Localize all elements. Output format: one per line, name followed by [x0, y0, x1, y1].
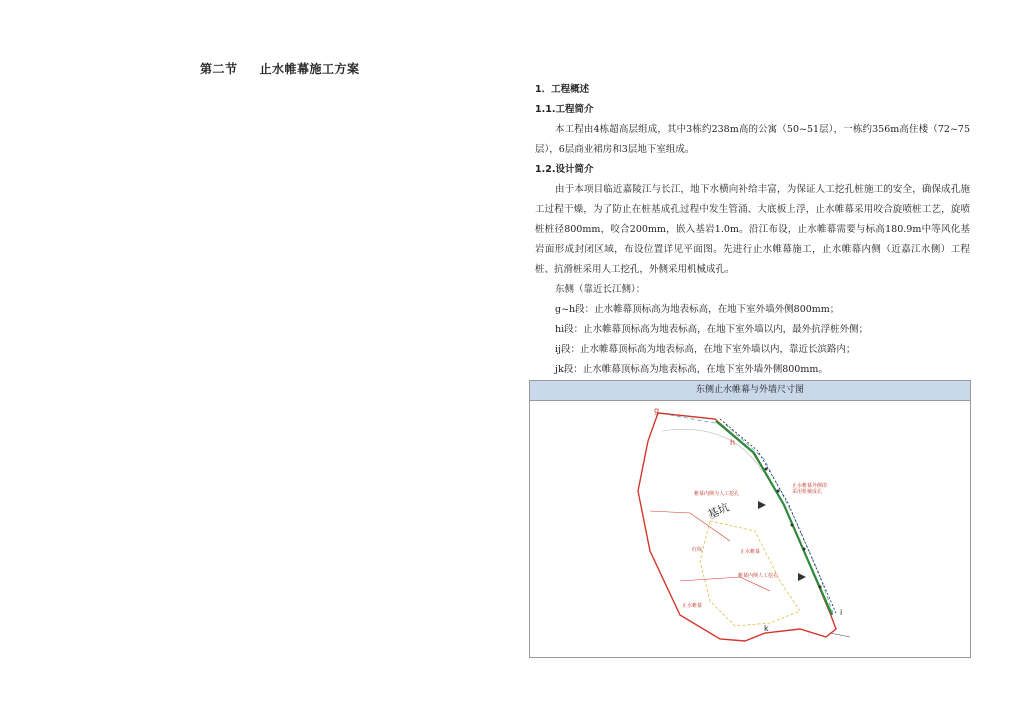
site-plan-figure	[529, 380, 971, 658]
inner-division-2	[680, 577, 770, 591]
document-body	[535, 80, 970, 380]
curtain-dot	[765, 468, 768, 471]
label-k: k	[764, 624, 769, 633]
segment-jk: jk段：止水帷幕顶标高为地表标高，在地下室外墙外侧800mm。	[555, 364, 828, 375]
dashed-offset-line	[670, 415, 834, 616]
curtain-dot	[791, 524, 794, 527]
curtain-dot	[803, 548, 806, 551]
note-lower: 帷幕内侧人工挖孔	[738, 573, 779, 579]
label-pit: 基坑	[705, 500, 732, 522]
note-right-line-1: 止水帷幕外侧即	[792, 483, 828, 489]
paragraph-design-intro: 由于本项目临近嘉陵江与长江，地下水横向补给丰富，为保证人工挖孔桩施工的安全，确保成孔施工过程干燥，为了防止在桩基成孔过程中发生管涌、大底板上浮，止水帷幕采用咬合旋喷桩工艺，旋喷桩桩径800mm，咬合200mm，嵌入基岩1.0m。沿江布设，止水帷幕需要与标高180.9m中等风化基岩面形成封闭区域，布设位置详见平面图。先进行止水帷幕施工，止水帷幕内侧（近嘉江水侧）工程桩、抗滑桩采用人工挖孔，外侧采用机械成孔。	[535, 184, 970, 275]
heading-project-intro: 1.1.工程简介	[535, 104, 594, 115]
note-left: 帷幕内侧为人工挖孔	[694, 491, 740, 497]
curtain-dot	[777, 490, 780, 493]
curtain-line	[716, 421, 832, 615]
paragraph-project-intro: 本工程由4栋超高层组成，其中3栋约238m高的公寓（50~51层），一栋约356m高住楼（72~75层），6层商业裙房和3层地下室组成。	[535, 124, 970, 155]
marker-triangle-1	[758, 501, 766, 509]
label-i: i	[840, 608, 843, 617]
section-number: 第二节	[200, 62, 238, 76]
label-bottom-left: 止水帷幕	[682, 603, 703, 609]
segment-hi: hi段：止水帷幕顶标高为地表标高，在地下室外墙以内，最外抗浮桩外侧；	[555, 324, 869, 335]
note-right	[792, 482, 829, 495]
guide-arc	[662, 429, 762, 471]
segment-ij: ij段：止水帷幕顶标高为地表标高，在地下室外墙以内，靠近长滨路内；	[555, 344, 856, 355]
site-plan-drawing	[530, 401, 970, 657]
section-heading	[200, 60, 360, 77]
marker-triangle-2	[798, 573, 806, 581]
curtain-dot	[819, 586, 822, 589]
heading-design-intro: 1.2.设计简介	[535, 164, 594, 175]
note-right-line-2: 采用机械成孔	[792, 489, 823, 495]
label-g: g	[654, 406, 660, 415]
label-h: h	[730, 438, 736, 447]
figure-title: 东侧止水帷幕与外墙尺寸图	[530, 381, 970, 401]
east-side-label: 东侧（靠近长江侧）：	[555, 284, 646, 295]
segment-gh: g~h段：止水帷幕顶标高为地表标高，在地下室外墙外侧800mm；	[555, 304, 840, 315]
label-red-line: 红线	[692, 547, 703, 553]
label-curtain: 止水帷幕	[740, 549, 761, 555]
road-line	[830, 633, 850, 637]
section-title: 止水帷幕施工方案	[259, 62, 360, 76]
heading-project-overview: 1．工程概述	[535, 84, 590, 95]
